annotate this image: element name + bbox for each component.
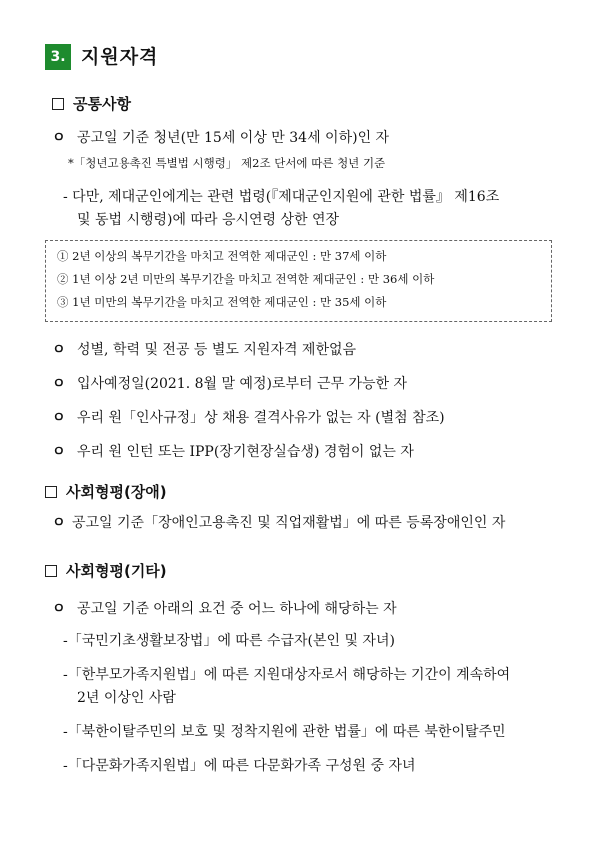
other-dash-multicultural: -「다문화가족지원법」에 따른 다문화가족 구성원 중 자녀 bbox=[63, 758, 416, 774]
checkbox-square-icon bbox=[45, 486, 57, 498]
bullet-icon: ㅇ bbox=[52, 376, 66, 392]
other-item: 공고일 기준 아래의 요건 중 어느 하나에 해당하는 자 bbox=[77, 601, 397, 617]
heading-common: 공통사항 bbox=[73, 95, 131, 113]
section-title: 지원자격 bbox=[81, 46, 159, 68]
veterans-item-3: ③ 1년 미만의 복무기간을 마치고 전역한 제대군인 : 만 35세 이하 bbox=[57, 295, 387, 309]
common-dash-veterans-line2: 및 동법 시행령)에 따라 응시연령 상한 연장 bbox=[77, 212, 340, 228]
bullet-icon: ㅇ bbox=[52, 342, 66, 358]
checkbox-square-icon bbox=[52, 98, 64, 110]
disabled-item: 공고일 기준「장애인고용촉진 및 직업재활법」에 따른 등록장애인인 자 bbox=[72, 515, 506, 531]
veterans-item-2: ② 1년 이상 2년 미만의 복무기간을 마치고 전역한 제대군인 : 만 36세 이하 bbox=[57, 272, 435, 286]
common-note: *「청년고용촉진 특별법 시행령」 제2조 단서에 따른 청년 기준 bbox=[68, 156, 386, 170]
common-item-disqualification: 우리 원「인사규정」상 채용 결격사유가 없는 자 (별첨 참조) bbox=[77, 410, 445, 426]
heading-disabled: 사회형평(장애) bbox=[66, 483, 167, 501]
veterans-item-1: ① 2년 이상의 복무기간을 마치고 전역한 제대군인 : 만 37세 이하 bbox=[57, 249, 387, 263]
common-item-start-date: 입사예정일(2021. 8월 말 예정)로부터 근무 가능한 자 bbox=[77, 376, 408, 392]
checkbox-square-icon bbox=[45, 565, 57, 577]
common-item-intern: 우리 원 인턴 또는 IPP(장기현장실습생) 경험이 없는 자 bbox=[77, 444, 414, 460]
bullet-icon: ㅇ bbox=[52, 444, 66, 460]
common-item-no-restriction: 성별, 학력 및 전공 등 별도 지원자격 제한없음 bbox=[77, 342, 357, 358]
other-dash-single-parent-line1: -「한부모가족지원법」에 따른 지원대상자로서 해당하는 기간이 계속하여 bbox=[63, 667, 511, 683]
common-dash-veterans-line1: - 다만, 제대군인에게는 관련 법령(『제대군인지원에 관한 법률』 제16조 bbox=[63, 189, 500, 205]
other-dash-basic-livelihood: -「국민기초생활보장법」에 따른 수급자(본인 및 자녀) bbox=[63, 633, 395, 649]
common-item-age: 공고일 기준 청년(만 15세 이상 만 34세 이하)인 자 bbox=[77, 130, 390, 146]
section-number-badge: 3. bbox=[45, 44, 71, 70]
bullet-icon: ㅇ bbox=[52, 130, 66, 146]
bullet-icon: ㅇ bbox=[52, 410, 66, 426]
other-dash-north-korean: -「북한이탈주민의 보호 및 정착지원에 관한 법률」에 따른 북한이탈주민 bbox=[63, 724, 506, 740]
other-dash-single-parent-line2: 2년 이상인 사람 bbox=[77, 690, 176, 706]
bullet-icon: ㅇ bbox=[52, 515, 66, 531]
heading-other: 사회형평(기타) bbox=[66, 562, 167, 580]
bullet-icon: ㅇ bbox=[52, 601, 66, 617]
